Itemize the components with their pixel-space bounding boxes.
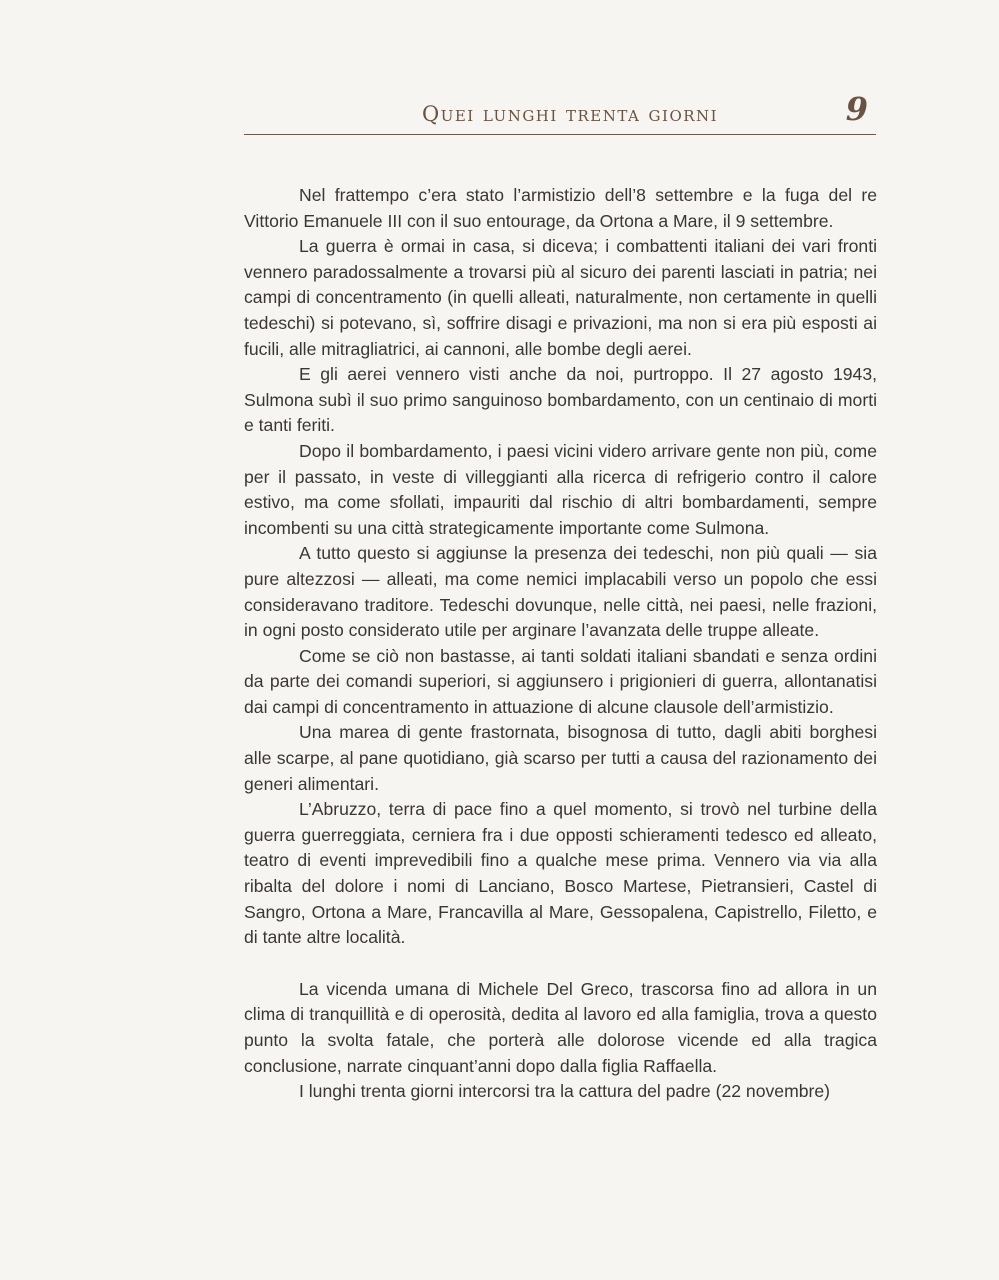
paragraph: E gli aerei vennero visti anche da noi, purtroppo. Il 27 agosto 1943, Sulmona subì il suo primo sanguinoso bombardamento, con un centinaio di morti e tanti feriti.	[244, 364, 877, 436]
paragraph: I lunghi trenta giorni intercorsi tra la cattura del padre (22 novembre)	[299, 1081, 831, 1102]
page-header	[244, 90, 876, 136]
paragraph: Una marea di gente frastornata, bisognosa di tutto, dagli abiti borghesi alle scarpe, al pane quotidiano, già scarso per tutti a causa del razionamento dei generi alimentari.	[244, 722, 877, 794]
paragraph: Nel frattempo c’era stato l’armistizio dell’8 settembre e la fuga del re Vittorio Emanuele III con il suo entourage, da Ortona a Mare, il 9 settembre.	[244, 185, 877, 231]
paragraph: A tutto questo si aggiunse la presenza dei tedeschi, non più quali — sia pure altezzosi — alleati, ma come nemici implacabili verso un popolo che essi consideravano traditore. Tedeschi dovunque, nelle città, nei paesi, nelle frazioni, in ogni posto considerato utile per arginare l’avanzata delle truppe alleate.	[244, 543, 877, 641]
paragraph: Dopo il bombardamento, i paesi vicini videro arrivare gente non più, come per il passato, in veste di villeggianti alla ricerca di refrigerio contro il calore estivo, ma come sfollati, impauriti dal rischio di altri bombardamenti, sempre incombenti su una città strategicamente importante come Sulmona.	[244, 440, 877, 538]
paragraph: Come se ciò non bastasse, ai tanti soldati italiani sbandati e senza ordini da parte dei comandi superiori, si aggiunsero i prigionieri di guerra, allontanatisi dai campi di concentramento in attuazione di alcune clausole dell’armistizio.	[244, 645, 877, 717]
paragraph: L’Abruzzo, terra di pace fino a quel momento, si trovò nel turbine della guerra guerreggiata, cerniera fra i due opposti schieramenti tedesco ed alleato, teatro di eventi imprevedibili fino a qualche mese prima. Vennero via via alla ribalta del dolore i nomi di Lanciano, Bosco Martese, Pietransieri, Castel di Sangro, Ortona a Mare, Francavilla al Mare, Gessopalena, Capistrello, Filetto, e di tante altre località.	[244, 799, 877, 948]
header-rule	[244, 134, 876, 135]
body-text	[244, 183, 877, 1105]
page-number: 9	[845, 90, 868, 128]
paragraph: La vicenda umana di Michele Del Greco, trascorsa fino ad allora in un clima di tranquillità e di operosità, dedita al lavoro ed alla famiglia, trova a questo punto la svolta fatale, che porterà alle dolorose vicende ed alla tragica conclusione, narrate cinquant’anni dopo dalla figlia Raffaella.	[244, 978, 877, 1076]
running-title: Quei lunghi trenta giorni	[422, 102, 719, 126]
paragraph: La guerra è ormai in casa, si diceva; i combattenti italiani dei vari fronti vennero paradossalmente a trovarsi più al sicuro dei parenti lasciati in patria; nei campi di concentramento (in quelli alleati, naturalmente, non certamente in quelli tedeschi) si potevano, sì, soffrire disagi e privazioni, ma non si era più esposti ai fucili, alle mitragliatrici, ai cannoni, alle bombe degli aerei.	[244, 236, 877, 359]
